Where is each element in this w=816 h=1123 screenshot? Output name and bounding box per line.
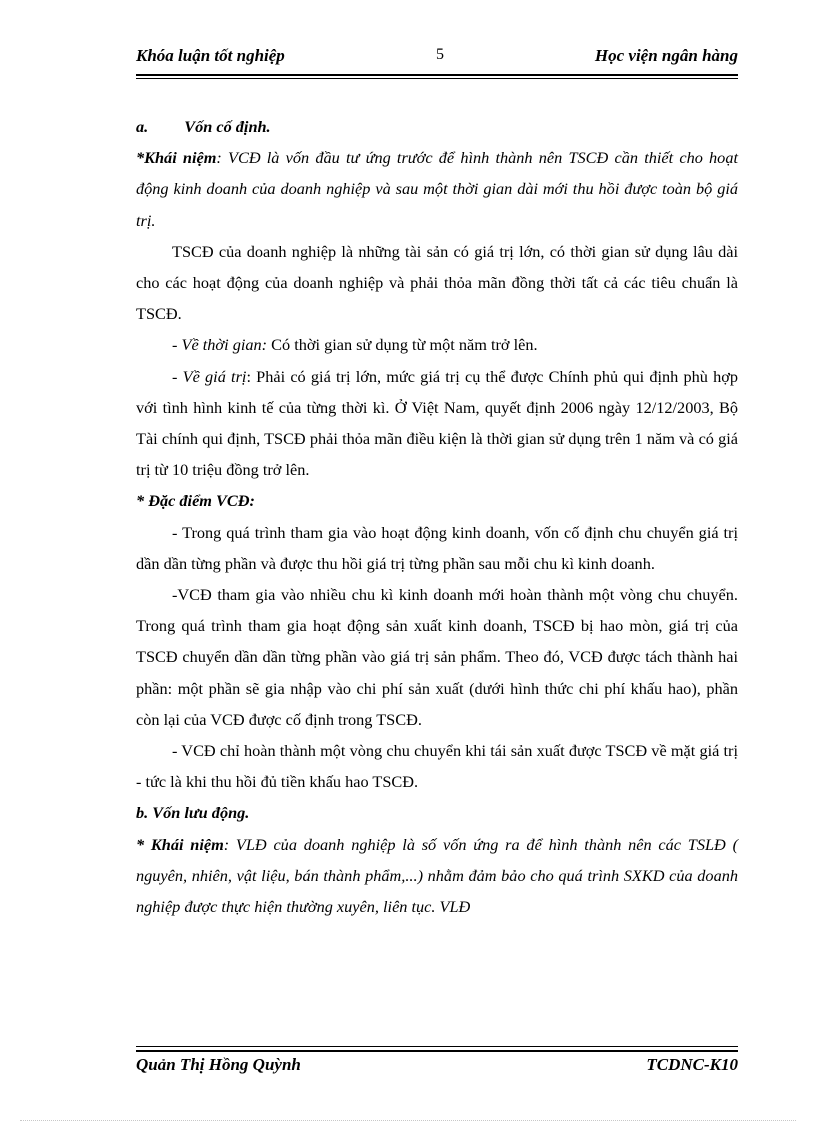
- page-number: 5: [436, 46, 444, 63]
- section-b-heading: b. Vốn lưu động.: [136, 803, 250, 823]
- time-criterion: - Về thời gian: Có thời gian sử dụng từ một năm trở lên.: [172, 335, 538, 355]
- vcd-feature-3: - VCĐ chỉ hoàn thành một vòng chu chuyển khi tái sản xuất được TSCĐ về mặt giá trị - tức là khi thu hồi đủ tiền khấu hao TSCĐ.: [136, 741, 738, 792]
- time-criterion-label: Về thời gian:: [181, 335, 268, 355]
- value-criterion-text: : Phải có giá trị lớn, mức giá trị cụ thể được Chính phủ qui định phù hợp với tình hình kinh tế của từng thời kì. Ở Việt Nam, quyết định 2006 ngày 12/12/2003, Bộ Tài chính qui định, TSCĐ phải thỏa mãn điều kiện là thời gian sử dụng trên 1 năm và có giá trị từ 10 triệu đồng trở lên.: [136, 366, 739, 480]
- vcd-concept-text: : VCĐ là vốn đầu tư ứng trước để hình thành nên TSCĐ cần thiết cho hoạt động kinh doanh của doanh nghiệp và sau một thời gian dài mới thu hồi được toàn bộ giá trị.: [136, 148, 738, 230]
- footer-class-code: TCDNC-K10: [646, 1055, 738, 1074]
- vcd-concept-paragraph: [136, 142, 738, 236]
- time-criterion-text: Có thời gian sử dụng từ một năm trở lên.: [267, 335, 538, 355]
- vcd-concept-label: *Khái niệm: [136, 148, 217, 168]
- value-criterion-label: Về giá trị: [182, 366, 247, 386]
- header-title-right: Học viện ngân hàng: [594, 46, 738, 65]
- footer-author: Quản Thị Hồng Quỳnh: [136, 1055, 301, 1074]
- header-rule-thin: [136, 78, 738, 79]
- section-a-title: Vốn cố định.: [184, 117, 271, 136]
- section-a-label: a.: [136, 117, 149, 136]
- tscd-paragraph: TSCĐ của doanh nghiệp là những tài sản có giá trị lớn, có thời gian sử dụng lâu dài cho các hoạt động của doanh nghiệp và phải thỏa mãn đồng thời tất cả các tiêu chuẩn là TSCĐ.: [136, 241, 738, 324]
- page-footer: [136, 1055, 738, 1079]
- page-edge-divider: [20, 1120, 796, 1121]
- page-header: [136, 46, 738, 72]
- vcd-feature-2: -VCĐ tham gia vào nhiều chu kì kinh doanh mới hoàn thành một vòng chu chuyển. Trong quá trình tham gia hoạt động sản xuất kinh doanh, TSCĐ bị hao mòn, giá trị của TSCĐ chuyển dần dần từng phần vào giá trị sản phẩm. Theo đó, VCĐ được tách thành hai phần: một phần sẽ gia nhập vào chi phí sản xuất (dưới hình thức chi phí khấu hao), phần còn lại của VCĐ được cố định trong TSCĐ.: [136, 585, 738, 729]
- header-rule-thick: [136, 74, 738, 76]
- vcd-feature-1: - Trong quá trình tham gia vào hoạt động kinh doanh, vốn cố định chu chuyển giá trị dần dần từng phần và được thu hồi giá trị từng phần sau mỗi chu kì kinh doanh.: [136, 522, 738, 573]
- header-title-left: Khóa luận tốt nghiệp: [136, 46, 285, 65]
- vcd-features-heading: * Đặc điểm VCĐ:: [136, 491, 255, 511]
- vld-concept-label: * Khái niệm: [136, 834, 224, 854]
- value-criterion: - Về giá trị: Phải có giá trị lớn, mức giá trị cụ thể được Chính phủ qui định phù hợp với tình hình kinh tế của từng thời kì. Ở Việt Nam, quyết định 2006 ngày 12/12/2003, Bộ Tài chính qui định, TSCĐ phải thỏa mãn điều kiện là thời gian sử dụng trên 1 năm và có giá trị từ 10 triệu đồng trở lên.: [136, 366, 739, 480]
- footer-rule-thick: [136, 1050, 738, 1052]
- footer-rule-thin: [136, 1046, 738, 1047]
- vld-concept-text: : VLĐ của doanh nghiệp là số vốn ứng ra để hình thành nên các TSLĐ ( nguyên, nhiên, vật liệu, bán thành phẩm,...) nhằm đảm bảo cho quá trình SXKD của doanh nghiệp được thực hiện thường xuyên, liên tục. VLĐ: [136, 834, 738, 917]
- section-a-heading: [136, 111, 738, 142]
- page-body: [136, 111, 738, 922]
- vld-concept-paragraph: [136, 829, 738, 923]
